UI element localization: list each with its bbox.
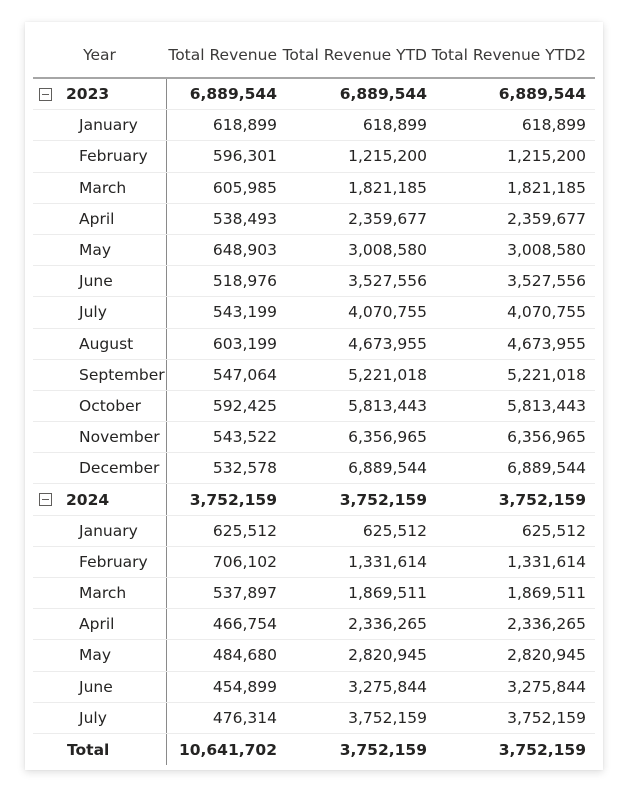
month-total-revenue: 596,301	[212, 147, 277, 166]
year-label: 2023	[66, 85, 110, 104]
month-total-revenue-ytd2: 6,356,965	[507, 428, 586, 447]
year-total-revenue-ytd2: 6,889,544	[498, 85, 586, 104]
matrix-body	[33, 79, 595, 734]
total-row	[33, 734, 595, 765]
month-label: November	[79, 428, 160, 447]
month-total-revenue-ytd: 4,070,755	[348, 303, 427, 322]
total-revenue-ytd2-value: 3,752,159	[498, 740, 586, 759]
month-total-revenue-ytd: 5,813,443	[348, 396, 427, 415]
month-label: August	[79, 334, 134, 353]
year-total-revenue-ytd2: 3,752,159	[498, 490, 586, 509]
month-total-revenue-ytd2: 4,673,955	[507, 334, 586, 353]
column-header-total-revenue[interactable]: Total Revenue	[168, 45, 277, 64]
month-total-revenue-ytd2: 3,275,844	[507, 677, 586, 696]
month-label: June	[79, 272, 113, 291]
month-total-revenue: 547,064	[212, 365, 277, 384]
month-total-revenue-ytd2: 2,336,265	[507, 615, 586, 634]
month-total-revenue: 706,102	[212, 552, 277, 571]
month-total-revenue-ytd: 3,752,159	[348, 708, 427, 727]
column-header-total-revenue-ytd[interactable]: Total Revenue YTD	[282, 45, 427, 64]
month-label: May	[79, 646, 112, 665]
month-row	[33, 297, 595, 328]
month-label: March	[79, 584, 127, 603]
month-total-revenue: 454,899	[212, 677, 277, 696]
month-label: January	[79, 521, 138, 540]
month-row	[33, 235, 595, 266]
month-total-revenue-ytd: 6,889,544	[348, 459, 427, 478]
month-label: April	[79, 615, 115, 634]
month-total-revenue-ytd2: 625,512	[521, 521, 586, 540]
month-total-revenue-ytd2: 1,215,200	[507, 147, 586, 166]
month-label: May	[79, 241, 112, 260]
month-total-revenue: 538,493	[212, 209, 277, 228]
month-label: February	[79, 552, 148, 571]
month-total-revenue: 476,314	[212, 708, 277, 727]
month-total-revenue-ytd2: 1,821,185	[507, 178, 586, 197]
month-label: October	[79, 396, 142, 415]
month-total-revenue-ytd: 4,673,955	[348, 334, 427, 353]
year-row	[33, 484, 595, 515]
month-row	[33, 578, 595, 609]
month-total-revenue: 543,199	[212, 303, 277, 322]
total-label: Total	[67, 740, 110, 759]
total-revenue-ytd-value: 3,752,159	[339, 740, 427, 759]
matrix-table	[33, 32, 595, 765]
month-total-revenue: 618,899	[212, 116, 277, 135]
month-total-revenue: 518,976	[212, 272, 277, 291]
month-total-revenue: 532,578	[212, 459, 277, 478]
month-label: September	[79, 365, 165, 384]
month-row	[33, 640, 595, 671]
month-total-revenue-ytd: 3,008,580	[348, 241, 427, 260]
month-row	[33, 110, 595, 141]
year-total-revenue-ytd: 6,889,544	[339, 85, 427, 104]
month-row	[33, 266, 595, 297]
month-total-revenue: 543,522	[212, 428, 277, 447]
month-total-revenue-ytd: 2,336,265	[348, 615, 427, 634]
year-total-revenue-ytd: 3,752,159	[339, 490, 427, 509]
month-total-revenue: 484,680	[212, 646, 277, 665]
collapse-icon[interactable]	[39, 88, 52, 101]
month-row	[33, 516, 595, 547]
month-row	[33, 173, 595, 204]
month-label: July	[79, 303, 107, 322]
month-total-revenue: 625,512	[212, 521, 277, 540]
month-row	[33, 391, 595, 422]
month-total-revenue-ytd2: 618,899	[521, 116, 586, 135]
month-total-revenue-ytd: 3,527,556	[348, 272, 427, 291]
matrix-header-row	[33, 32, 595, 79]
month-total-revenue: 466,754	[212, 615, 277, 634]
month-row	[33, 422, 595, 453]
month-total-revenue-ytd: 2,820,945	[348, 646, 427, 665]
month-total-revenue-ytd: 2,359,677	[348, 209, 427, 228]
month-total-revenue-ytd: 3,275,844	[348, 677, 427, 696]
month-total-revenue: 603,199	[212, 334, 277, 353]
month-label: December	[79, 459, 160, 478]
month-label: February	[79, 147, 148, 166]
month-label: July	[79, 708, 107, 727]
year-row-header	[33, 79, 172, 109]
matrix-visual	[25, 22, 603, 770]
column-header-total-revenue-ytd2[interactable]: Total Revenue YTD2	[431, 45, 586, 64]
year-row	[33, 79, 595, 110]
month-total-revenue-ytd2: 3,752,159	[507, 708, 586, 727]
month-total-revenue-ytd: 5,221,018	[348, 365, 427, 384]
month-total-revenue-ytd2: 2,359,677	[507, 209, 586, 228]
month-total-revenue-ytd2: 2,820,945	[507, 646, 586, 665]
year-label: 2024	[66, 490, 110, 509]
month-total-revenue: 648,903	[212, 241, 277, 260]
month-label: January	[79, 116, 138, 135]
month-row	[33, 141, 595, 172]
month-total-revenue-ytd: 1,331,614	[348, 552, 427, 571]
month-total-revenue-ytd: 1,869,511	[348, 584, 427, 603]
month-total-revenue-ytd: 6,356,965	[348, 428, 427, 447]
month-total-revenue-ytd2: 3,527,556	[507, 272, 586, 291]
year-total-revenue: 3,752,159	[189, 490, 277, 509]
month-total-revenue: 605,985	[212, 178, 277, 197]
month-total-revenue-ytd2: 5,813,443	[507, 396, 586, 415]
month-label: March	[79, 178, 127, 197]
month-row	[33, 204, 595, 235]
month-total-revenue-ytd: 625,512	[362, 521, 427, 540]
month-row	[33, 672, 595, 703]
month-total-revenue-ytd: 1,215,200	[348, 147, 427, 166]
month-total-revenue-ytd2: 4,070,755	[507, 303, 586, 322]
month-row	[33, 547, 595, 578]
month-label: June	[79, 677, 113, 696]
month-row	[33, 329, 595, 360]
month-total-revenue-ytd2: 5,221,018	[507, 365, 586, 384]
month-total-revenue-ytd2: 3,008,580	[507, 241, 586, 260]
month-row	[33, 453, 595, 484]
month-total-revenue-ytd2: 1,331,614	[507, 552, 586, 571]
total-revenue-value: 10,641,702	[178, 740, 277, 759]
month-total-revenue-ytd2: 6,889,544	[507, 459, 586, 478]
month-total-revenue: 537,897	[212, 584, 277, 603]
year-row-header	[33, 484, 172, 514]
month-row	[33, 703, 595, 734]
column-header-year[interactable]: Year	[83, 45, 116, 64]
month-row	[33, 360, 595, 391]
collapse-icon[interactable]	[39, 493, 52, 506]
month-total-revenue: 592,425	[212, 396, 277, 415]
month-total-revenue-ytd2: 1,869,511	[507, 584, 586, 603]
month-total-revenue-ytd: 1,821,185	[348, 178, 427, 197]
month-label: April	[79, 209, 115, 228]
month-row	[33, 609, 595, 640]
month-total-revenue-ytd: 618,899	[362, 116, 427, 135]
year-total-revenue: 6,889,544	[189, 85, 277, 104]
